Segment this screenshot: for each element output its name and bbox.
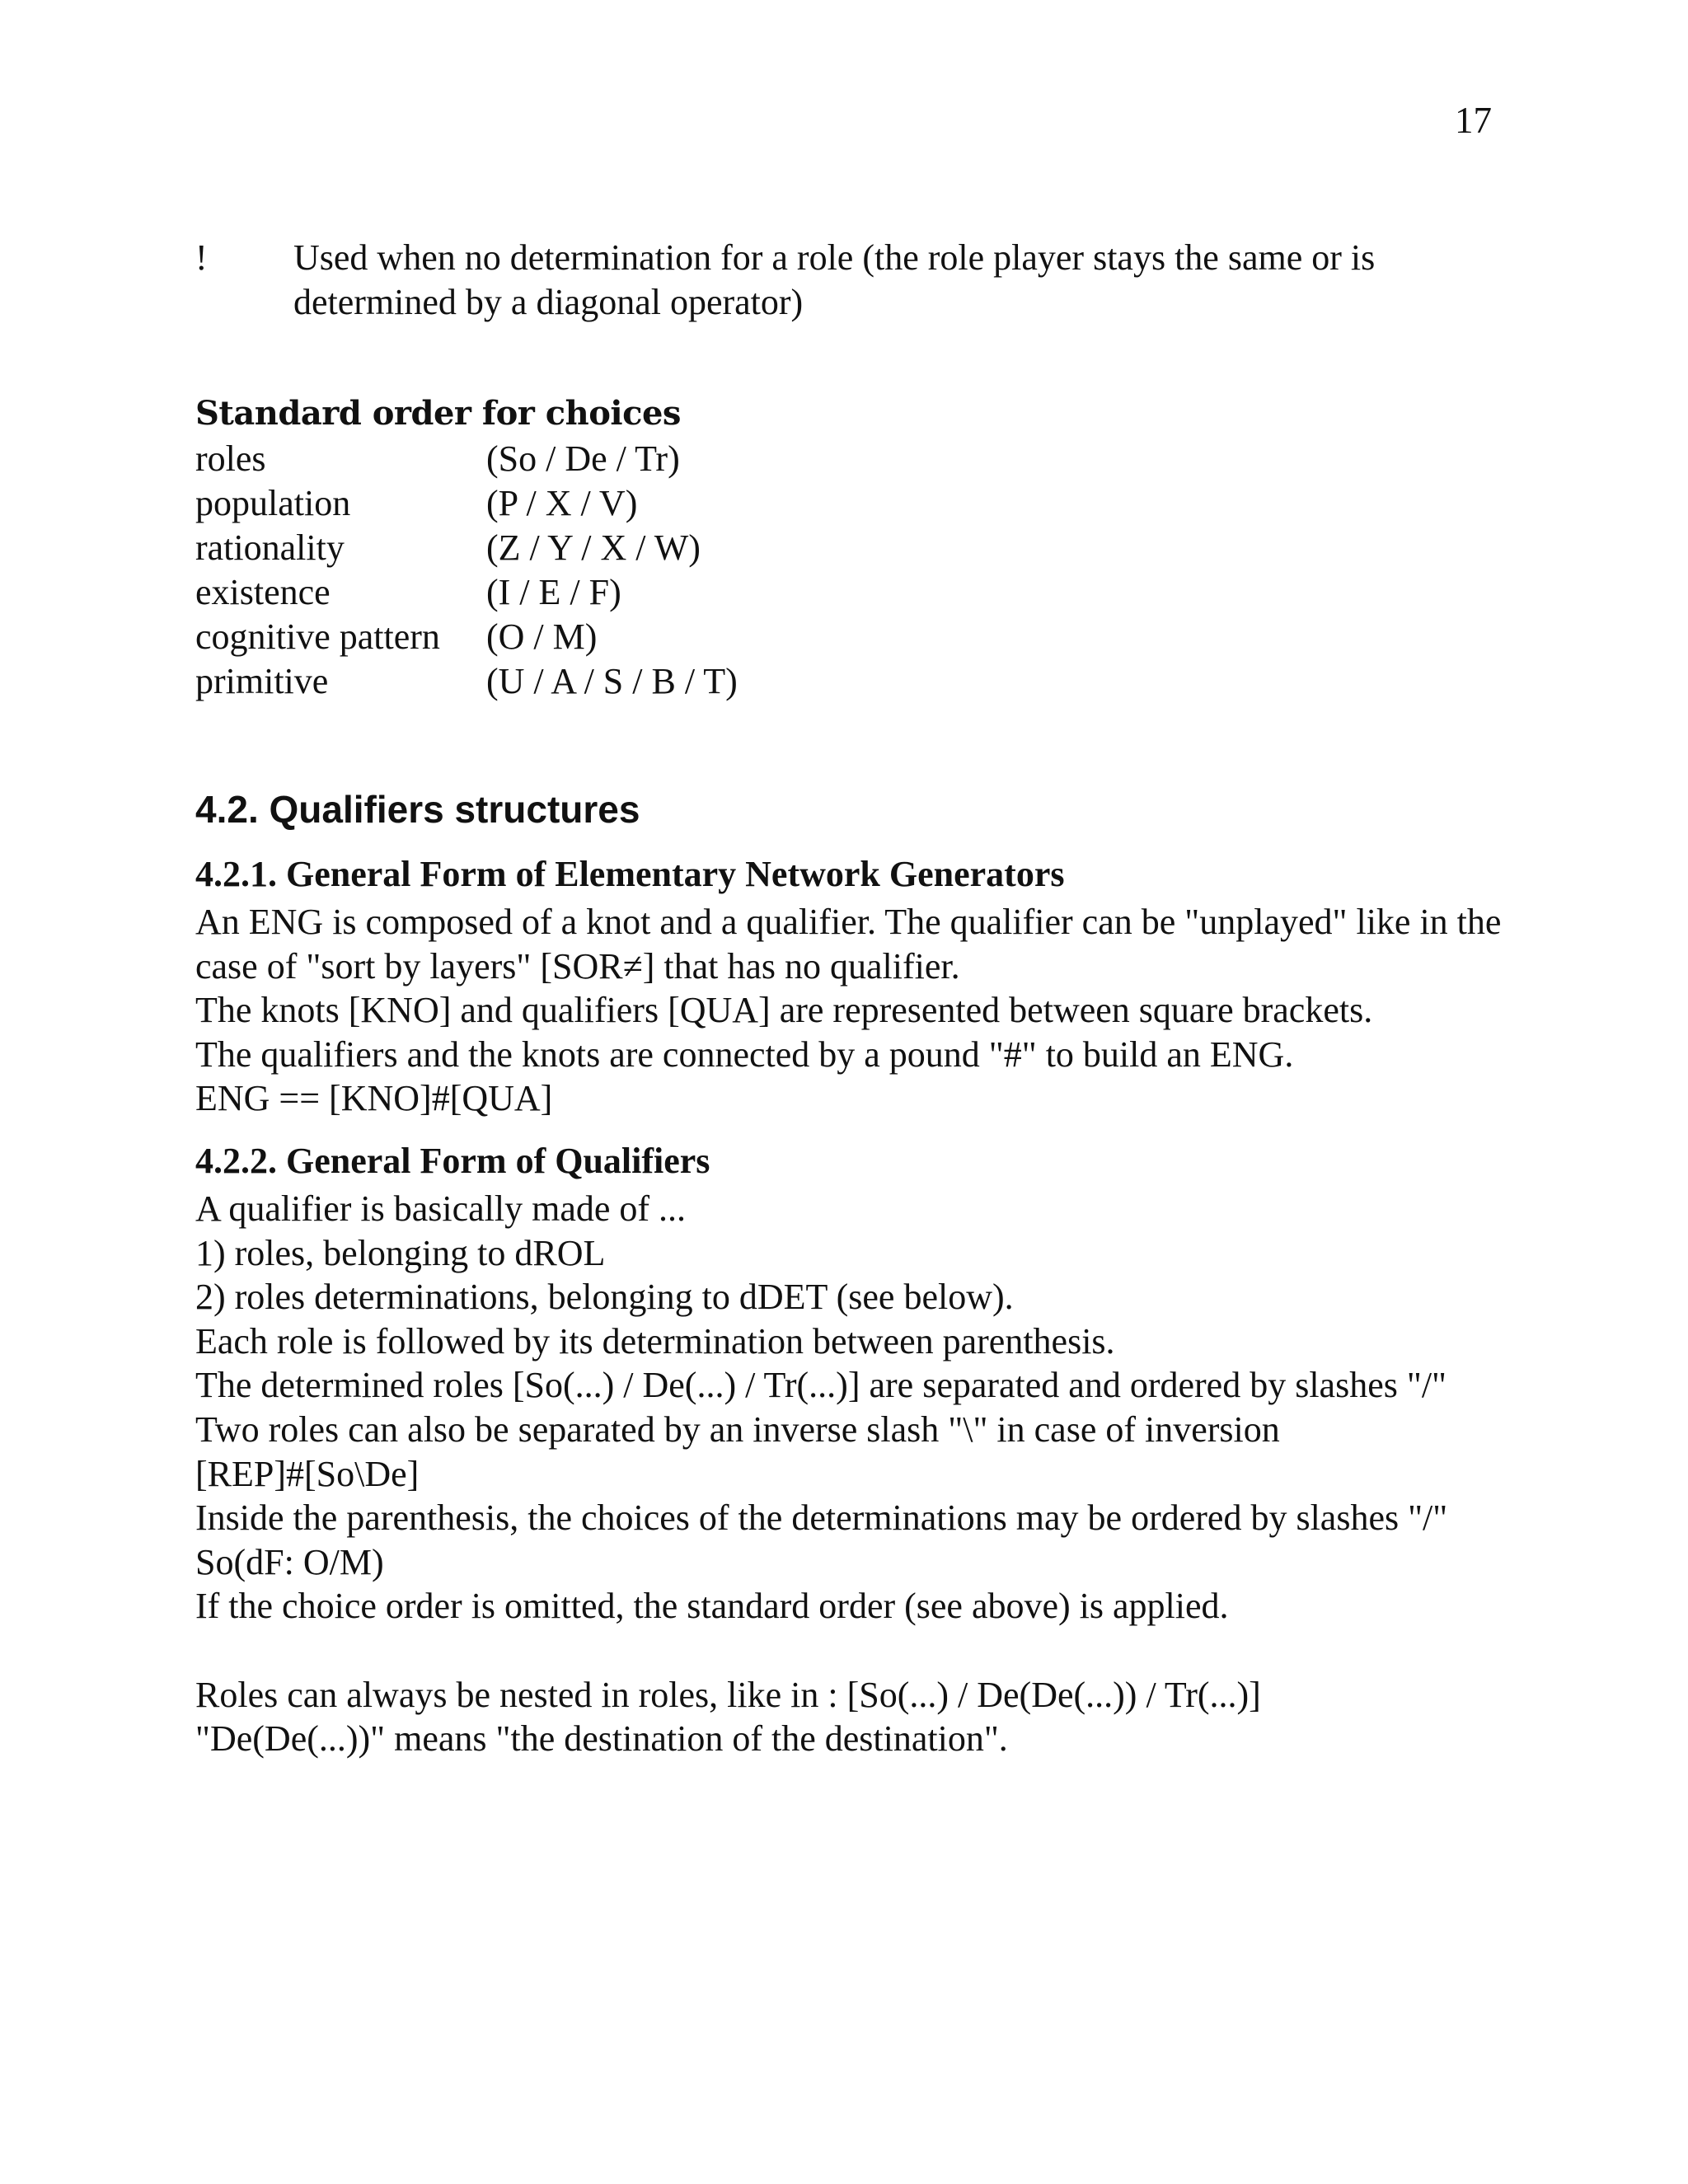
order-row	[195, 570, 1506, 615]
order-row	[195, 659, 1506, 704]
order-name: existence	[195, 572, 331, 612]
paragraph-line: An ENG is composed of a knot and a qualifier. The qualifier can be "unplayed" like in the case of "sort by layers" [SOR≠] that has no qualifier.	[195, 902, 1511, 987]
paragraph-line: The qualifiers and the knots are connected by a pound "#" to build an ENG.	[195, 1033, 1294, 1075]
order-value: (I / E / F)	[486, 572, 621, 612]
order-row	[195, 481, 1506, 526]
subsection-heading-eng: 4.2.1. General Form of Elementary Network Generators	[195, 854, 1065, 894]
paragraph-line: The knots [KNO] and qualifiers [QUA] are represented between square brackets.	[195, 990, 1373, 1031]
order-row	[195, 615, 1506, 659]
section-heading: 4.2. Qualifiers structures	[195, 788, 640, 831]
order-value: (U / A / S / B / T)	[486, 661, 738, 701]
paragraph-line: "De(De(...))" means "the destination of the destination".	[195, 1718, 1008, 1760]
standard-order-heading: Standard order for choices	[195, 394, 681, 433]
page-number: 17	[1455, 100, 1492, 141]
order-name: population	[195, 483, 351, 523]
order-row	[195, 526, 1506, 570]
paragraph-line: A qualifier is basically made of ...	[195, 1188, 687, 1229]
paragraph-gap	[195, 1629, 1506, 1673]
note-row	[195, 236, 1506, 325]
paragraph-line: So(dF: O/M)	[195, 1541, 384, 1582]
paragraph-line: Two roles can also be separated by an inverse slash "\" in case of inversion	[195, 1408, 1280, 1450]
paragraph-line: If the choice order is omitted, the standard order (see above) is applied.	[195, 1586, 1229, 1627]
order-name: cognitive pattern	[195, 616, 440, 657]
order-name: roles	[195, 438, 266, 479]
note-text: Used when no determination for a role (the role player stays the same or is determined by a diagonal operator)	[293, 237, 1376, 322]
order-value: (P / X / V)	[486, 483, 638, 523]
paragraph-line: 2) roles determinations, belonging to dDET (see below).	[195, 1277, 1014, 1318]
order-value: (Z / Y / X / W)	[486, 527, 701, 568]
paragraph-line: ENG == [KNO]#[QUA]	[195, 1078, 553, 1119]
paragraph-line: The determined roles [So(...) / De(...) / Tr(...)] are separated and ordered by slashes "/"	[195, 1365, 1447, 1406]
paragraph-line: Roles can always be nested in roles, like in : [So(...) / De(De(...)) / Tr(...)]	[195, 1674, 1261, 1715]
paragraph-line: Inside the parenthesis, the choices of the determinations may be ordered by slashes "/"	[195, 1497, 1448, 1539]
order-name: rationality	[195, 527, 345, 568]
paragraph-line: Each role is followed by its determination between parenthesis.	[195, 1320, 1115, 1361]
order-row	[195, 437, 1506, 481]
paragraph-line: 1) roles, belonging to dROL	[195, 1232, 606, 1273]
standard-order-table	[195, 437, 1506, 704]
subsection-heading-qualifiers: 4.2.2. General Form of Qualifiers	[195, 1140, 710, 1181]
note-mark: !	[195, 237, 208, 278]
page-content	[195, 236, 1511, 1761]
order-name: primitive	[195, 661, 329, 701]
order-value: (O / M)	[486, 616, 598, 657]
qualifiers-paragraph	[195, 1187, 1506, 1761]
eng-paragraph	[195, 900, 1511, 1121]
paragraph-line: [REP]#[So\De]	[195, 1453, 420, 1494]
order-value: (So / De / Tr)	[486, 438, 680, 479]
